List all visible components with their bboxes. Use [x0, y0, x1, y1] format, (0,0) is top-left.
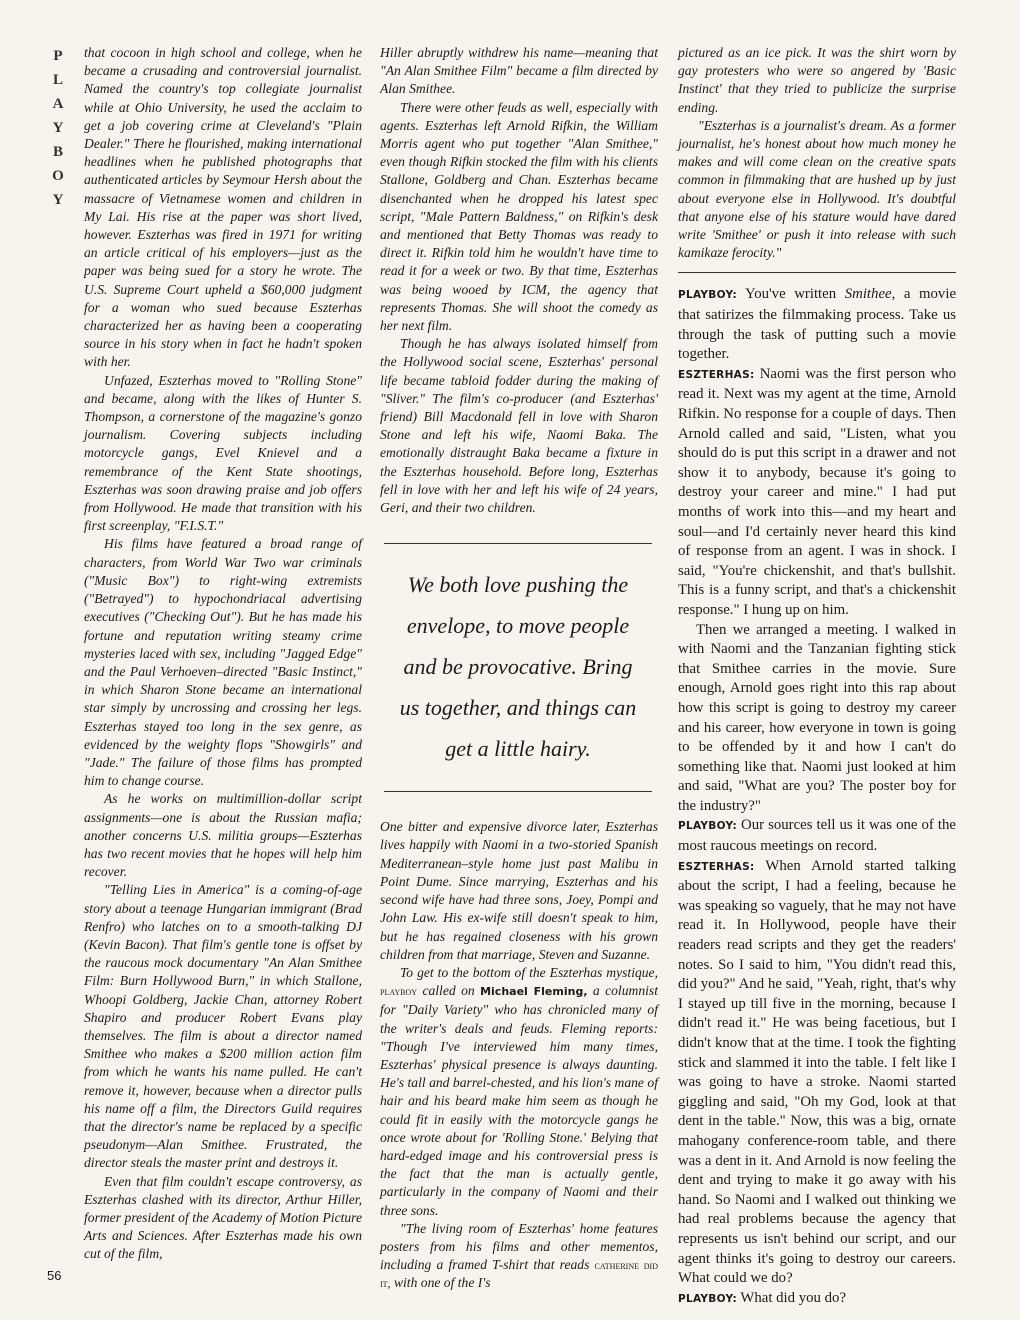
- vertical-label-letter: A: [52, 96, 66, 112]
- playboy-small-caps: playboy: [380, 984, 418, 999]
- speaker-label: PLAYBOY:: [678, 289, 737, 302]
- text-run: When Arnold started talking about the script, I had a feeling, because he was speaking so vaguely, that he may not have read it. In Hollywood, people have their readers read scripts and they get the readers' notes. So I said to him, "You didn't read this, did you?" And he said, "Yeah, right, that's why I stayed up till five in the morning, because I didn't read it." He was being facetious, but I didn't know that at the time. I took the fighting stick and slammed it into the table. I felt like I was going to have a stroke. Naomi started giggling and said, "Oh my God, look at that dent in the table." Now, this was a big, ornate mahogany conference-room table, and there was a dent in it. And Arnold is now feeling the dent and trying to make it go away with his hand. So Naomi and I walked out thinking we had real problems because the agency that represents us isn't behind our script, and our agent thinks it's going to destroy our careers. What could we do?: [678, 857, 956, 1287]
- paragraph: His films have featured a broad range of characters, from World War Two war criminals ("Music Box") to right-wing extremists ("Betrayed") to hypochondriacal advertising executives ("Checking Out"). But he has made his fortune and reputation writing steamy crime mysteries laced with sex, including "Jagged Edge" and the Paul Verhoeven–directed "Basic Instinct," in which Sharon Stone became an international star simply by uncrossing and crossing her legs. Eszterhas stayed too long in the sex genre, as evidenced by the weighty flops "Showgirls" and "Jade." The failure of those films has prompted him to change course.: [84, 536, 362, 789]
- paragraph: "Eszterhas is a journalist's dream. As a former journalist, he's honest about how much money he makes and will come clean on the creative spats common in filmmaking that are hushed up by just about everyone else in Hollywood. It's doubtful that anyone else of his stature would have dared write 'Smithee' or push it into release with such kamikaze ferocity.": [678, 117, 956, 261]
- speaker-label: ESZTERHAS:: [678, 368, 755, 381]
- text-run: What did you do?: [740, 1289, 847, 1306]
- speaker-label: PLAYBOY:: [678, 1292, 737, 1305]
- question: [678, 1289, 956, 1310]
- paragraph: pictured as an ice pick. It was the shirt worn by gay protesters who were so angered by 'Basic Instinct' that they tried to publicize the surprise ending.: [678, 45, 956, 115]
- text-run: a columnist for "Daily Variety" who has chronicled many of the writer's deals and feuds. Fleming reports: "Though I've interviewed him many times, Eszterhas' physical presence is always daunting. He's tall and barrel-chested, and his lion's mane of hair and his beard make him seem as though he could fit in easily with the motorcycle gangs he once wrote about for 'Rolling Stone.' Belying that hard-edged image and his controversial press is the fact that the man is actually gentle, particularly in the company of Naomi and their three sons.: [380, 983, 658, 1218]
- text-run: Our sources tell us it was one of the most raucous meetings on record.: [678, 817, 957, 855]
- paragraph: "Telling Lies in America" is a coming-of-age story about a teenage Hungarian immigrant (Brad Renfro) who latches on to a smooth-talking DJ (Kevin Bacon). That film's gentle tone is offset by the raucous mock documentary "An Alan Smithee Film: Burn Hollywood Burn," in which Stallone, Whoopi Goldberg, Jackie Chan, attorney Robert Shapiro and producer Robert Evans play themselves. The film is about a director named Smithee who makes a $200 million action film from which he wants his name pulled. He can't remove it, however, because when a director pulls his name off a film, the Directors Guild requires that the director's name be replaced by a specific pseudonym—Alan Smithee. Frustrated, the director steals the master print and destroys it.: [84, 882, 362, 1171]
- paragraph: that cocoon in high school and college, when he became a crusading and controversial journalist. Named the country's top collegiate journalist while at Ohio University, he used the acclaim to get a job covering crime at Cleveland's "Plain Dealer." There he flourished, making international headlines when he published photographs that authenticated articles by Seymour Hersh about the massacre of Vietnamese women and children in My Lai. His rise at the paper was short lived, however. Eszterhas was fired in 1971 for writing an article critical of his employers—just as the paper was being sued for a story he wrote. The U.S. Supreme Court upheld a $60,000 judgment for a woman who sued because Eszterhas characterized her as having been a cooperating source in his story when in fact he hadn't spoken with her.: [84, 45, 362, 370]
- film-title: Smithee,: [844, 286, 896, 303]
- tshirt-text-small-caps: catherine did it,: [380, 1258, 658, 1291]
- vertical-label-letter: Y: [52, 120, 66, 136]
- speaker-label: ESZTERHAS:: [678, 860, 755, 873]
- question: [678, 285, 956, 364]
- text-run: called on: [422, 983, 475, 999]
- interview-text: [678, 285, 956, 1309]
- paragraph: Unfazed, Eszterhas moved to "Rolling Stone" and became, along with the likes of Hunter S. Thompson, a cornerstone of the magazine's gonzo journalism. Covering subjects including motorcycle gangs, Evel Knievel and a remembrance of the Kent State shootings, Eszterhas was soon drawing praise and job offers from Hollywood. He made that transition with his first screenplay, "F.I.S.T.": [84, 372, 362, 534]
- column-2: [380, 44, 658, 1293]
- paragraph: [380, 964, 658, 1220]
- intro-text-col3: [678, 44, 956, 262]
- paragraph: There were other feuds as well, especially with agents. Eszterhas left Arnold Rifkin, the William Morris agent who put together "Alan Smithee," even though Rifkin stocked the film with his clients Stallone, Goldberg and Chan. Eszterhas became disenchanted when he dropped his latest spec script, "Male Pattern Baldness," on Rifkin's desk and mentioned that Betty Thomas was ready to direct it. Rifkin told him he wouldn't have time to read it for a week or two. By that time, Eszterhas was being wooed by ICM, the agency that represents Thomas. She will shoot the comedy as her next film.: [380, 99, 658, 334]
- answer: [678, 365, 956, 621]
- paragraph: Even that film couldn't escape controversy, as Eszterhas clashed with its director, Arthur Hiller, former president of the Academy of Motion Picture Arts and Sciences. After Eszterhas made his own cut of the film,: [84, 1173, 362, 1262]
- text-run: "The living room of Eszterhas' home features posters from his films and other mementos, including a framed T-shirt that reads: [380, 1220, 658, 1273]
- page-number: 56: [47, 1268, 62, 1283]
- intro-text-col2-continued: [380, 818, 658, 1292]
- paragraph: As he works on multimillion-dollar script assignments—one is about the Russian mafia; another concerns U.S. militia groups—Eszterhas has two recent movies that he hopes will help him recover.: [84, 791, 362, 880]
- magazine-vertical-label: [50, 44, 68, 212]
- vertical-label-letter: L: [52, 72, 65, 88]
- section-divider: [678, 272, 956, 273]
- text-run: Naomi was the first person who read it. Next was my agent at the time, Arnold Rifkin. No response for a couple of days. Then Arnold called and said, "Listen, what you should do is put this script in a drawer and not show it to anybody, because it's going to destroy your career and mine." I had put months of work into this—and my heart and soul—and I'd certainly never heard this kind of response from an agent. I was in shock. I said, "You're chickenshit, and that's bullshit. This is a funny script, and that's a chickenshit response." I hung up on him.: [678, 365, 957, 618]
- intro-text-col2: [380, 44, 658, 517]
- vertical-label-letter: O: [52, 168, 66, 184]
- text-run: To get to the bottom of the Eszterhas mystique,: [400, 964, 658, 980]
- text-run: You've written: [745, 286, 837, 303]
- paragraph: Hiller abruptly withdrew his name—meaning that "An Alan Smithee Film" became a film directed by Alan Smithee.: [380, 45, 658, 97]
- text-run: with one of the I's: [393, 1275, 491, 1291]
- question: [678, 816, 956, 856]
- intro-text-col1: [84, 44, 362, 1264]
- column-3: [678, 44, 956, 1309]
- paragraph: [380, 1220, 658, 1293]
- answer: [678, 857, 956, 1289]
- column-1: [84, 44, 362, 1264]
- vertical-label-letter: P: [53, 48, 65, 64]
- speaker-label: PLAYBOY:: [678, 820, 737, 833]
- paragraph: One bitter and expensive divorce later, Eszterhas lives happily with Naomi in a two-storied Spanish Mediterranean–style home just past Malibu in Point Dume. Since marrying, Eszterhas and his second wife have had three sons, Joey, Pompi and John Law. His ex-wife still doesn't speak to him, but he has regained closeness with his grown children from that marriage, Steven and Suzanne.: [380, 819, 658, 962]
- pull-quote: We both love pushing the envelope, to move people and be provocative. Bring us together, and things can get a little hairy.: [384, 543, 652, 792]
- vertical-label-letter: B: [52, 144, 65, 160]
- paragraph: Though he has always isolated himself from the Hollywood social scene, Eszterhas' personal life became tabloid fodder during the making of "Sliver." The film's co-producer (and Eszterhas' friend) Bill Macdonald fell in love with Sharon Stone and left his wife, Naomi Baka. The emotionally distraught Baka became a fixture in the Eszterhas household. Before long, Eszterhas fell in love with her and left his wife of 24 years, Geri, and their two children.: [380, 336, 658, 516]
- answer-continued: Then we arranged a meeting. I walked in with Naomi and the Tanzanian fighting stick that Smithee carries in the movie. Sure enough, Arnold goes right into this rap about how this script is going to destroy my career and his career, how everyone in town is going to be offended by it and how I can't do something like that. Naomi just looked at him and said, "What are you? The poster boy for the industry?": [678, 621, 956, 814]
- byline-name: Michael Fleming,: [480, 985, 588, 999]
- vertical-label-letter: Y: [52, 192, 66, 208]
- text-run: a movie that satirizes the filmmaking process. Take us through the task of putting such a movie together.: [678, 286, 957, 363]
